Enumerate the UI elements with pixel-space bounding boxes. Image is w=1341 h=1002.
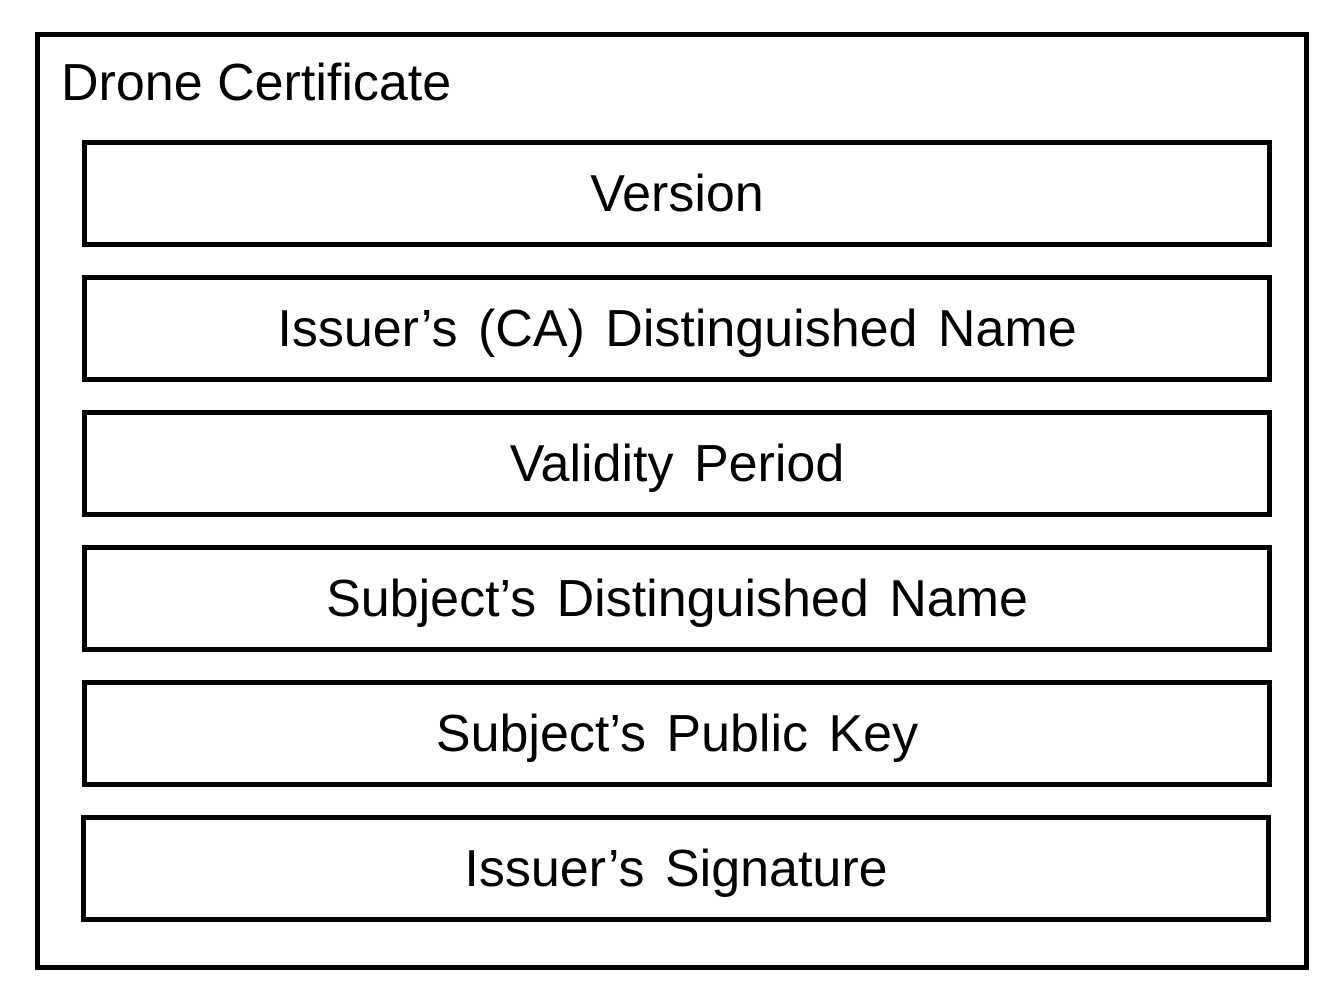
field-issuer-distinguished-name [82,275,1272,382]
certificate-title: Drone Certificate [61,54,452,112]
field-subject-distinguished-name [82,545,1272,652]
field-label: Version [590,164,764,223]
field-validity-period [82,410,1272,517]
field-label: Validity Period [509,434,845,493]
field-label: Issuer’s (CA) Distinguished Name [277,299,1077,358]
field-subject-public-key [82,680,1272,787]
field-label: Subject’s Public Key [435,704,919,763]
drone-certificate-box [35,32,1309,970]
field-issuer-signature [81,815,1271,922]
field-label: Subject’s Distinguished Name [326,569,1028,628]
field-label: Issuer’s Signature [464,839,888,898]
field-version [82,140,1272,247]
